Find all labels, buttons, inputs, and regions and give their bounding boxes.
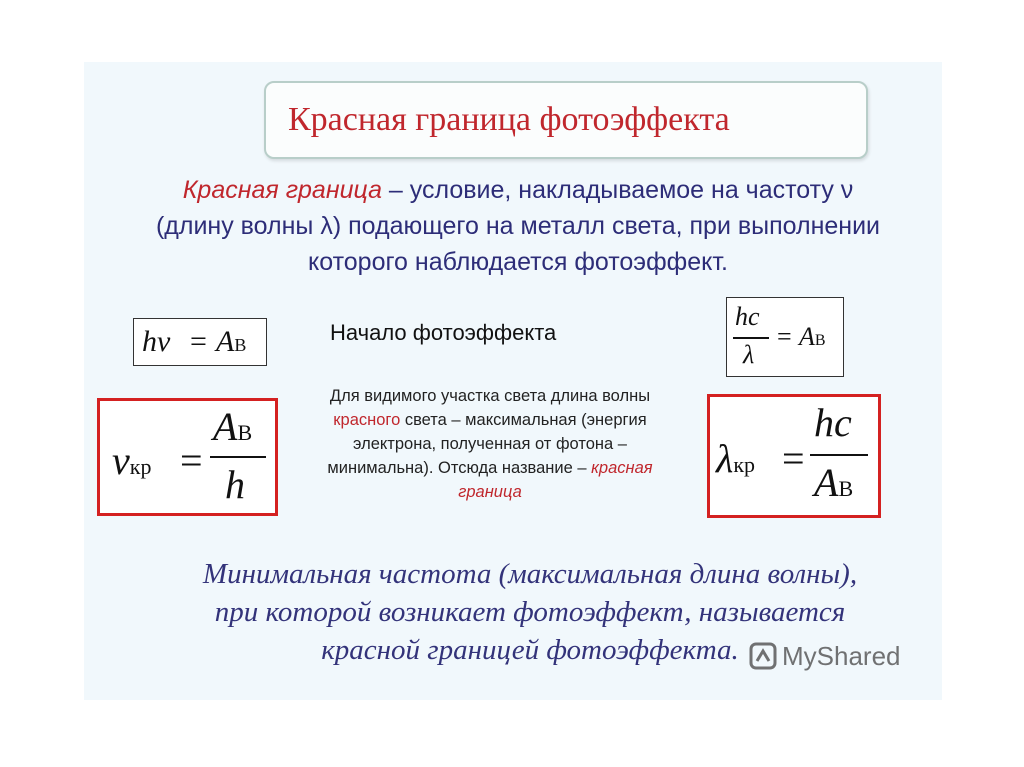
note-line-4 <box>290 456 690 480</box>
note-line-2-rest: света – максимальная (энергия <box>400 411 647 429</box>
formula-lhs <box>112 437 151 484</box>
frequency-subscript: кр <box>129 454 152 479</box>
fraction-line <box>733 337 769 339</box>
fraction-denominator <box>814 459 853 506</box>
conclusion-line-1: Минимальная частота (максимальная длина волны), <box>202 558 858 590</box>
conclusion-line-3: красной границей фотоэффекта. <box>321 634 739 666</box>
note-line-1: Для видимого участка света длина волны <box>329 387 651 405</box>
fraction-denominator: λ <box>743 340 755 369</box>
formula-equals: = <box>782 436 805 481</box>
work-function-symbol: A <box>814 460 839 505</box>
note-red-tail-1: красная <box>591 459 653 477</box>
note-line-5 <box>290 480 690 504</box>
frequency-symbol: ν <box>112 438 130 483</box>
fraction-numerator: hc <box>814 400 852 445</box>
definition-line-2: (длину волны λ) подающего на металл света, при выполнении <box>155 212 881 240</box>
work-function-subscript: В <box>237 420 253 445</box>
fraction-numerator <box>213 403 252 450</box>
definition-text <box>118 172 918 280</box>
formula-equals: = <box>180 438 203 483</box>
note-red-word: красного <box>333 411 401 429</box>
fraction-denominator: h <box>225 462 245 507</box>
formula-rhs <box>799 322 826 352</box>
formula-wavelength-energy <box>726 297 844 377</box>
conclusion-line-2: при которой возникает фотоэффект, называется <box>214 596 846 628</box>
definition-line-1-rest: – условие, накладываемое на частоту ν <box>381 176 854 204</box>
fraction-line <box>810 454 868 456</box>
formula-lhs: hν <box>142 325 171 358</box>
work-function-symbol: A <box>213 404 238 449</box>
formula-red-limit-frequency <box>97 398 278 516</box>
wavelength-subscript: кр <box>733 452 756 477</box>
work-function-subscript: В <box>838 476 854 501</box>
formula-equals: = <box>777 322 792 351</box>
definition-line-1 <box>118 172 918 208</box>
slide-title: Красная граница фотоэффекта <box>288 101 730 138</box>
formula-photon-energy <box>133 318 267 366</box>
work-function-subscript: В <box>234 335 247 355</box>
definition-term: Красная граница <box>182 176 382 204</box>
visible-light-note <box>290 384 690 504</box>
formula-lhs <box>716 435 755 482</box>
formula-rhs <box>216 325 246 359</box>
myshared-logo-icon <box>748 641 778 671</box>
work-function-symbol: A <box>799 322 815 351</box>
note-line-4-pre: минимальна). Отсюда название – <box>327 459 592 477</box>
note-line-3: электрона, полученная от фотона – <box>353 435 627 453</box>
work-function-symbol: A <box>216 325 235 358</box>
note-red-tail-2: граница <box>458 483 522 501</box>
fraction-numerator: hc <box>735 302 760 331</box>
work-function-subscript: В <box>814 332 826 349</box>
formula-equals: = <box>190 325 207 358</box>
watermark-text: MyShared <box>782 640 901 671</box>
formula-red-limit-wavelength <box>707 394 881 518</box>
title-box <box>264 81 868 159</box>
wavelength-symbol: λ <box>716 436 734 481</box>
definition-line-3: которого наблюдается фотоэффект. <box>308 248 728 276</box>
myshared-watermark <box>748 640 901 672</box>
note-line-2 <box>290 408 690 432</box>
fraction-line <box>210 456 266 458</box>
photoeffect-start-label: Начало фотоэффекта <box>330 320 557 345</box>
